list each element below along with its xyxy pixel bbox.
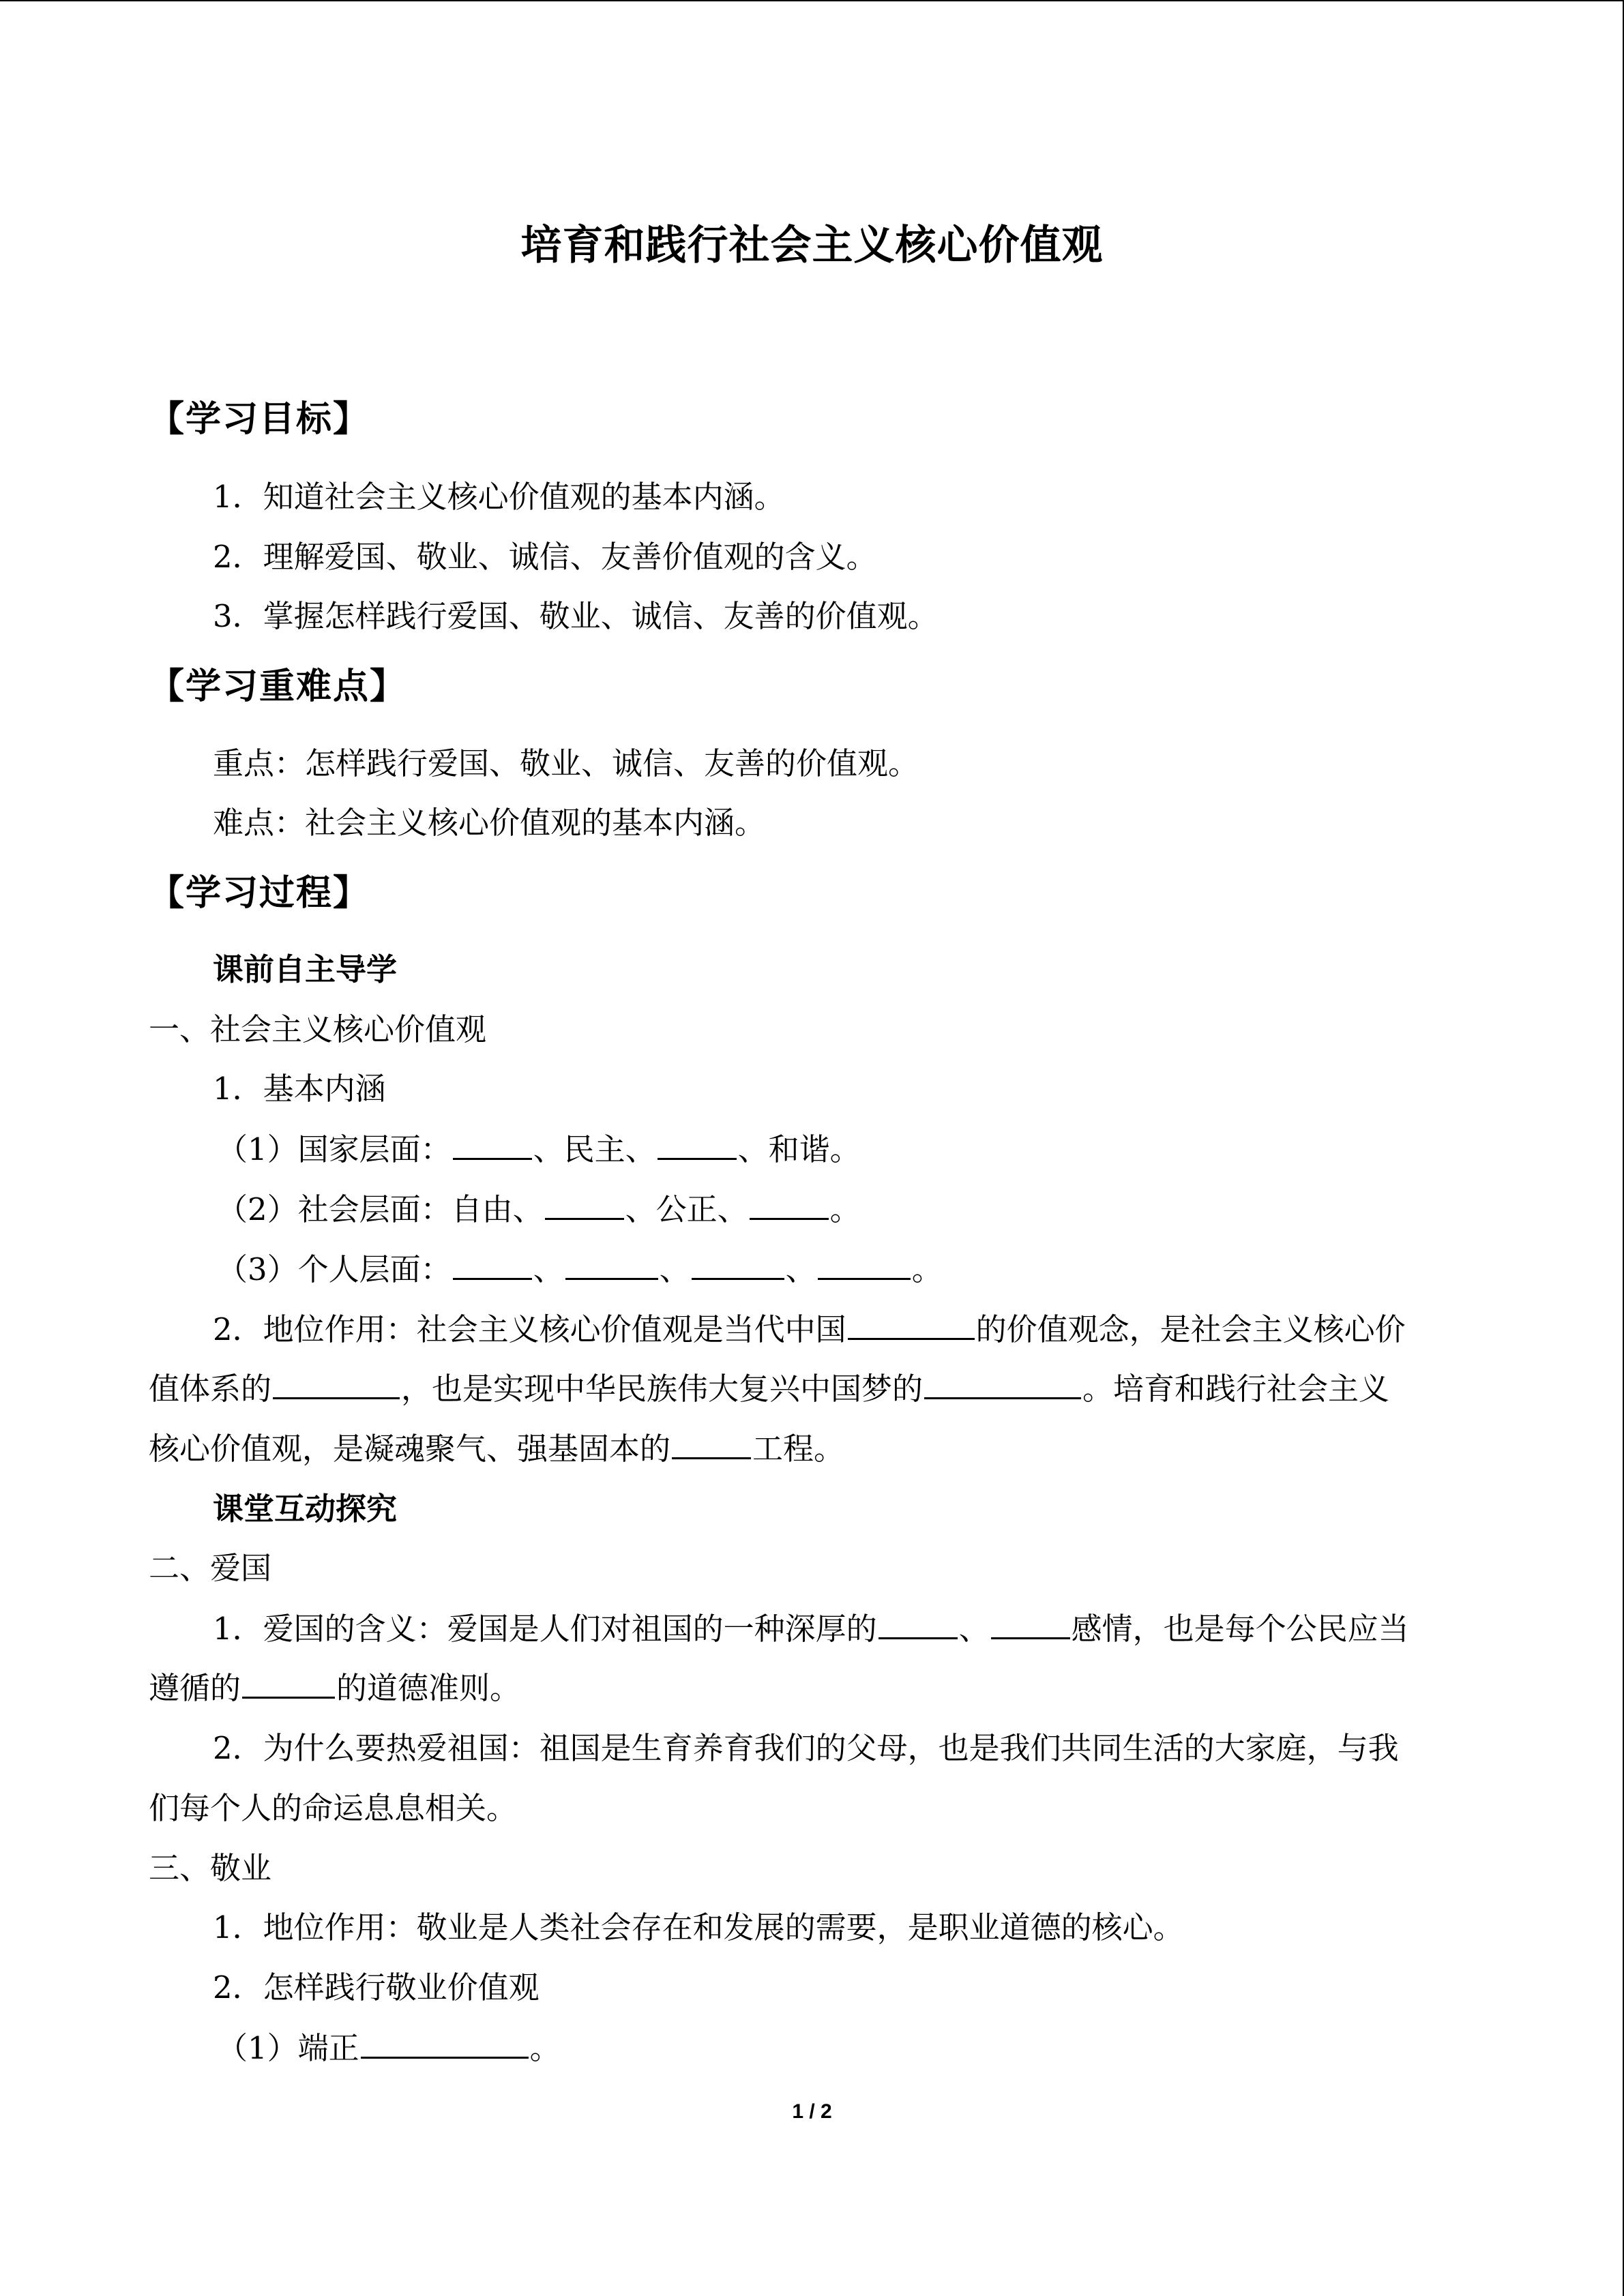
dedication-how: 2．怎样践行敬业价值观 [213,1969,540,2006]
personal-level-line [217,1249,943,1290]
patriot-why-line-2: 们每个人的命运息息相关。 [149,1790,518,1826]
patriot-why-line-1: 2．为什么要热爱祖国：祖国是生育养育我们的父母，也是我们共同生活的大家庭，与我 [213,1730,1399,1766]
goal-item: 1．知道社会主义核心价值观的基本内涵。 [213,479,785,515]
separator: 、 [533,1251,564,1287]
status-text: 工程。 [752,1431,845,1467]
fill-blank[interactable] [692,1251,784,1280]
section-process-heading: 【学习过程】 [149,872,370,914]
fill-blank[interactable] [672,1430,751,1459]
state-level-text: 、和谐。 [737,1131,861,1167]
page-number: 1 / 2 [792,2100,832,2123]
state-level-label: （1）国家层面： [217,1131,452,1167]
fill-blank[interactable] [273,1370,400,1399]
patriot-text: 的道德准则。 [336,1670,521,1706]
period: 。 [911,1251,943,1287]
fill-blank[interactable] [361,2029,529,2059]
fill-blank[interactable] [453,1251,532,1280]
pre-study-subheading: 课前自主导学 [213,951,398,987]
patriot-meaning-line-2 [149,1668,520,1709]
status-line-2 [149,1369,1389,1410]
patriot-meaning-line-1 [213,1609,1409,1650]
fill-blank[interactable] [565,1251,658,1280]
fill-blank[interactable] [818,1251,911,1280]
society-level-text: 、公正、 [625,1191,748,1227]
fill-blank[interactable] [545,1191,624,1220]
section-goals-heading: 【学习目标】 [149,398,370,440]
goal-item: 2．理解爱国、敬业、诚信、友善价值观的含义。 [213,539,877,575]
keypoint-difficulty: 难点：社会主义核心价值观的基本内涵。 [213,805,766,841]
class-explore-subheading: 课堂互动探究 [213,1491,398,1527]
society-level-text: 。 [829,1191,861,1227]
fill-blank[interactable] [658,1131,737,1160]
personal-level-label: （3）个人层面： [217,1251,452,1287]
fill-blank[interactable] [848,1311,975,1340]
part2-title: 二、爱国 [149,1550,272,1586]
state-level-text: 、民主、 [533,1131,656,1167]
separator: 、 [659,1251,690,1287]
state-level-line [217,1129,861,1170]
status-text: 2．地位作用：社会主义核心价值观是当代中国 [213,1311,846,1347]
fill-blank[interactable] [453,1131,532,1160]
patriot-text: 1．爱国的含义：爱国是人们对祖国的一种深厚的 [213,1611,877,1647]
society-level-line [217,1189,861,1230]
fill-blank[interactable] [991,1610,1070,1639]
status-text: 核心价值观，是凝魂聚气、强基固本的 [149,1431,671,1467]
document-title: 培育和践行社会主义核心价值观 [520,222,1104,269]
basic-meaning: 1．基本内涵 [213,1071,386,1107]
status-text: 。培育和践行社会主义 [1082,1371,1390,1407]
status-text: 的价值观念，是社会主义核心价 [975,1311,1406,1347]
dedication-status: 1．地位作用：敬业是人类社会存在和发展的需要，是职业道德的核心。 [213,1909,1184,1945]
status-line-1 [213,1309,1406,1350]
fill-blank[interactable] [924,1370,1081,1399]
society-level-label: （2）社会层面：自由、 [217,1191,544,1227]
keypoint-focus: 重点：怎样践行爱国、敬业、诚信、友善的价值观。 [213,745,919,781]
goal-item: 3．掌握怎样践行爱国、敬业、诚信、友善的价值观。 [213,598,939,634]
dedication-item-1 [217,2028,561,2069]
part3-title: 三、敬业 [149,1850,272,1886]
status-line-3 [149,1429,844,1470]
status-text: 值体系的 [149,1371,272,1407]
patriot-text: 遵循的 [149,1670,241,1706]
period: 。 [529,2030,561,2066]
status-text: ，也是实现中华民族伟大复兴中国梦的 [401,1371,924,1407]
fill-blank[interactable] [242,1669,335,1699]
section-keypoints-heading: 【学习重难点】 [149,666,407,707]
separator: 、 [958,1611,990,1647]
part1-title: 一、社会主义核心价值观 [149,1011,487,1047]
dedication-item-text: （1）端正 [217,2030,359,2066]
fill-blank[interactable] [879,1610,958,1639]
fill-blank[interactable] [750,1191,829,1220]
separator: 、 [785,1251,816,1287]
patriot-text: 感情，也是每个公民应当 [1071,1611,1409,1647]
